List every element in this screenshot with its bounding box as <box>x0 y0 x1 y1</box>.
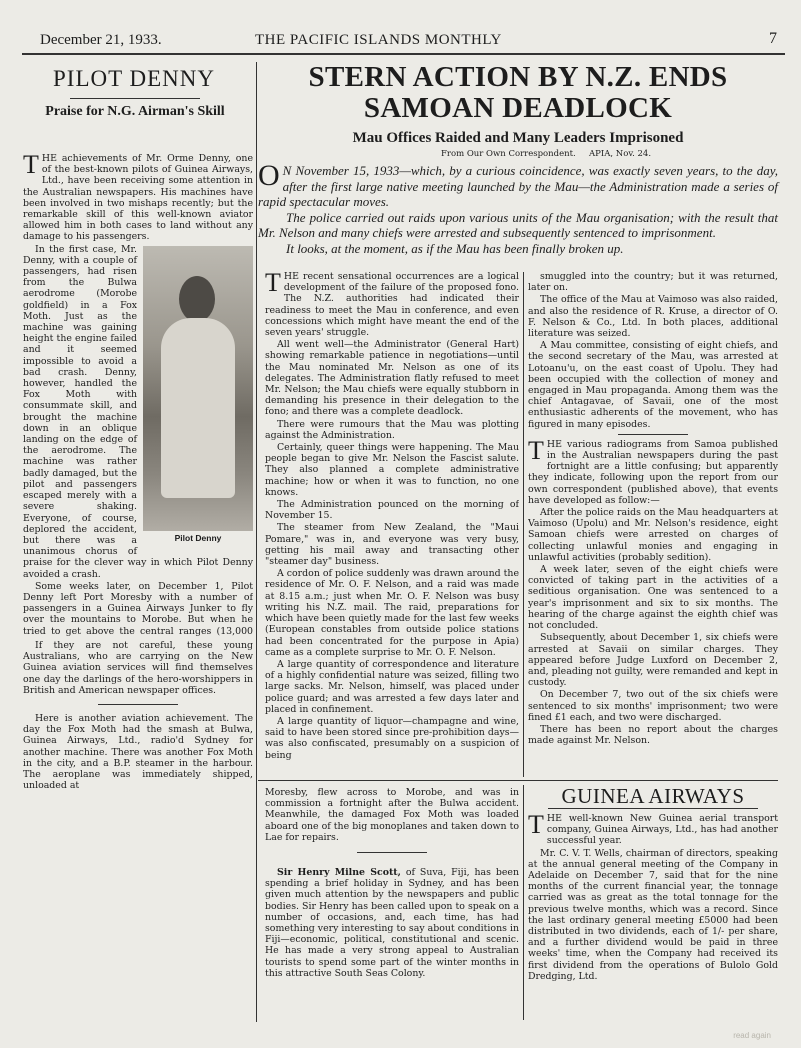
issue-date: December 21, 1933. <box>40 32 162 48</box>
pilot-paragraph: Some weeks later, on December 1, Pilot Denny left Port Moresby with a number of passengers in a Guinea Airways Junker to fly over the mountains to Morobe. But when he tried to get above the central ranges (13,000 <box>23 580 253 637</box>
section-rule <box>258 780 778 781</box>
magazine-title: THE PACIFIC ISLANDS MONTHLY <box>255 32 502 48</box>
pilot-subtitle: Praise for N.G. Airman's Skill <box>45 104 225 119</box>
drop-cap: T <box>528 813 544 839</box>
samoa-paragraph: smuggled into the country; but it was returned, later on. <box>528 271 778 294</box>
drop-cap: T <box>528 435 544 465</box>
pilot-paragraph: If they are not careful, these young Australians, who are carrying on the New Guinea aviation services will find themselves one day the darlings of the hero-worshippers in British and American newspaper offices. <box>23 640 253 696</box>
samoa-paragraph: HE recent sensational occurrences are a logical development of the failure of the proposed fono. The N.Z. authorities had indicated their readiness to meet the Mau in conference, and even concessions which might have meant the end of the seven years' struggle. <box>265 271 519 339</box>
section-rule <box>98 704 178 705</box>
samoa-paragraph: There were rumours that the Mau was plotting against the Administration. <box>265 418 519 441</box>
samoa-paragraph: Certainly, queer things were happening. The Mau people began to give Mr. Nelson the Fascist salute. They also planned a complete administrative machine; how or when it was to function, no one knows. <box>265 442 519 498</box>
samoa-paragraph: A Mau committee, consisting of eight chiefs, and the second secretary of the Mau, was arrested at Lotoanu'u, on the east coast of Upolu. They had been occupied with the collection of money and engaged in Mau propaganda. Among them was the chief Antagavae, of Savaii, one of the most enthusiastic adherents of the movement, who has figured in many episodes. <box>528 340 778 430</box>
samoa-paragraph: A week later, seven of the eight chiefs were convicted of taking part in the activities of a seditious organisation. One was sentenced to a year's imprisonment and six to six months. The hearing of the charge against the eighth chief was not concluded. <box>528 564 778 632</box>
photo-body <box>161 318 235 498</box>
samoa-title-line2: SAMOAN DEADLOCK <box>363 92 673 124</box>
pilot-title: PILOT DENNY <box>53 66 215 91</box>
scott-name: Sir Henry Milne Scott, <box>277 867 401 879</box>
lead-paragraph: The police carried out raids upon various units of the Mau organisation; with the result that Mr. Nelson and many chiefs were arrested and subsequently sentenced to imprisonment. <box>258 209 778 240</box>
samoa-paragraph: A cordon of police suddenly was drawn around the residence of Mr. O. F. Nelson, and a raid was made at 8.15 a.m.; just when Mr. O. F. Nelson was busy writing his N.Z. mail. The raid, preparations for which have been quietly made for the last few weeks (European constables from outside police stations had been concentrated for the purpose in Apia) came as a complete surprise to Mr. O. F. Nelson. <box>265 568 519 658</box>
continuation-paragraph: Moresby, flew across to Morobe, and was in commission a fortnight after the Bulwa accident. Meanwhile, the damaged Fox Moth was loaded aboard one of the big monoplanes and taken down to Lae for repairs. <box>265 787 519 843</box>
column-rule <box>523 272 524 777</box>
pilot-title-rule <box>70 98 200 99</box>
lead-paragraph: N November 15, 1933—which, by a curious coincidence, was exactly seven years, to the day, after the first large native meeting launched by the Mau—the Administration made a series of rapid spectacular moves. <box>258 163 778 209</box>
column-rule <box>523 785 524 1020</box>
dateline <box>441 149 652 159</box>
samoa-paragraph: The office of the Mau at Vaimoso was also raided, and also the residence of R. Kruse, a director of O. F. Nelson & Co., Ltd. In both places, additional literature was seized. <box>528 294 778 340</box>
column-rule <box>256 62 257 1022</box>
photo-face <box>179 276 215 322</box>
header-rule <box>22 53 785 55</box>
guinea-title-rule <box>548 808 758 809</box>
pilot-article <box>23 153 253 638</box>
section-rule <box>618 434 688 435</box>
photo-caption: Pilot Denny <box>174 532 222 543</box>
pilot-article-lower <box>23 640 253 1022</box>
drop-cap: T <box>265 271 281 297</box>
pilot-denny-photo <box>143 246 253 531</box>
drop-cap: T <box>23 153 39 179</box>
samoa-paragraph: A large quantity of correspondence and literature of a highly confidential nature was seized, filling two large sacks. Mr. Nelson, himself, was placed under police guard; and was arrested a few days later and placed in confinement. <box>265 658 519 715</box>
samoa-paragraph: All went well—the Administrator (General Hart) showing remarkable patience in negotiations—until the Mau nominated Mr. Nelson as one of its delegates. The Administration flatly refused to meet Mr. Nelson; the Mau chiefs were equally stubborn in demanding his presence in their delegation to the fono; and there was a complete deadlock. <box>265 339 519 418</box>
samoa-paragraph: HE various radiograms from Samoa published in the Australian newspapers during the past fortnight are a little confusing; but apparently they indicate, following upon the report from our own correspondent (published above), that events have developed as follow:— <box>528 438 778 506</box>
correspondent-line: From Our Own Correspondent. <box>441 149 576 159</box>
samoa-paragraph: Subsequently, about December 1, six chiefs were arrested at Savaii on similar charges. They appeared before Judge Luxford on December 2, and, pleading not guilty, were remanded and kept in custody. <box>528 632 778 689</box>
samoa-title-line1: STERN ACTION BY N.Z. ENDS <box>308 61 728 93</box>
pilot-paragraph: Here is another aviation achievement. The day the Fox Moth had the smash at Bulwa, Guinea Airways, Ltd., radio'd Sydney for another machine. There was another Fox Moth in the city, and a B.P. steamer in the harbour. The aeroplane was immediately shipped, unloaded at <box>23 713 253 792</box>
samoa-paragraph: On December 7, two out of the six chiefs were sentenced to six months' imprisonment; two were fined £1 each, and two were discharged. <box>528 689 778 723</box>
samoa-paragraph: After the police raids on the Mau headquarters at Vaimoso (Upolu) and Mr. Nelson's residence, eight Samoan chiefs were arrested on charges of collecting unlawful monies and engaging in unlawful activities (probably sedition). <box>528 507 778 563</box>
drop-cap: O <box>258 159 280 192</box>
guinea-paragraph: Mr. C. V. T. Wells, chairman of directors, speaking at the annual general meeting of the Company in Adelaide on December 7, said that for the nine months of the current financial year, the tonnage carried was as great as the total tonnage for the previous twelve months, which was a record. Since the last ordinary general meeting £5000 had been distributed in two dividends, each of 1/- per share, and a further dividend would be paid in three weeks' time, when the Company had received its first dividend from the operations of Bulolo Gold Dredging, Ltd. <box>528 847 778 982</box>
samoa-column-2 <box>528 271 778 776</box>
guinea-airways-title: GUINEA AIRWAYS <box>561 784 745 808</box>
lead-paragraph: It looks, at the moment, as if the Mau has been finally broken up. <box>286 240 624 256</box>
samoa-lead <box>258 159 778 256</box>
samoa-paragraph: There has been no report about the charges made against Mr. Nelson. <box>528 723 778 747</box>
guinea-paragraph: HE well-known New Guinea aerial transport company, Guinea Airways, Ltd., has had another successful year. <box>546 813 778 847</box>
samoa-paragraph: The Administration pounced on the morning of November 15. <box>265 499 519 522</box>
samoa-column-1 <box>265 271 519 776</box>
page-number: 7 <box>769 30 777 47</box>
margin-stamp: read again <box>733 1031 771 1040</box>
pilot-paragraph: HE achievements of Mr. Orme Denny, one of the best-known pilots of Guinea Airways, Ltd., have been receiving some attention in the Australian newspapers. His machines have been involved in two mishaps recently; but the remarkable skill of this well-known aviator allowed him in both cases to land without any damage to his passengers. <box>23 153 253 243</box>
samoa-subtitle: Mau Offices Raided and Many Leaders Imprisoned <box>352 130 684 146</box>
dateline-location: APIA, Nov. 24. <box>589 149 652 159</box>
pilot-continuation <box>265 787 519 1025</box>
samoa-paragraph: The steamer from New Zealand, the "Maui Pomare," was in, and everyone was very busy, getting his mail away and transacting other "steamer day" business. <box>265 522 519 568</box>
section-rule <box>357 852 427 853</box>
pilot-paragraph: In the first case, Mr. Denny, with a couple of passengers, had risen from the Bulwa aerodrome (Morobe goldfield) in a Fox Moth. Just as the machine was gaining height the engine failed and it seemed impossible to avoid a bad crash. Denny, however, handled the Fox Moth with consummate skill, and brought the machine down in an oblique landing on the edge of the aerodrome. The machine was rather badly damaged, but the pilot and passengers escaped merely with a severe shaking. Everyone, of course, deplored the accident, but there was a unanimous chorus of praise for the clever way in which Pilot Denny avoided a crash. <box>23 243 253 580</box>
samoa-paragraph: A large quantity of liquor—champagne and wine, said to have been stored since pre-prohibition days—was also confiscated, presumably on a suspicion of being <box>265 715 519 761</box>
scott-paragraph: of Suva, Fiji, has been spending a brief holiday in Sydney, and has been given much attention by the newspapers and public bodies. Sir Henry has been called upon to speak on a number of occasions, and, each time, has had something very interesting to say about conditions in Fiji—economic, political, constitutional and scenic. He has made a very strong appeal to Australian tourists to spend some part of the winter months in this attractive South Seas Colony. <box>265 867 519 979</box>
page-header <box>40 30 779 52</box>
guinea-airways-article <box>528 813 778 1021</box>
